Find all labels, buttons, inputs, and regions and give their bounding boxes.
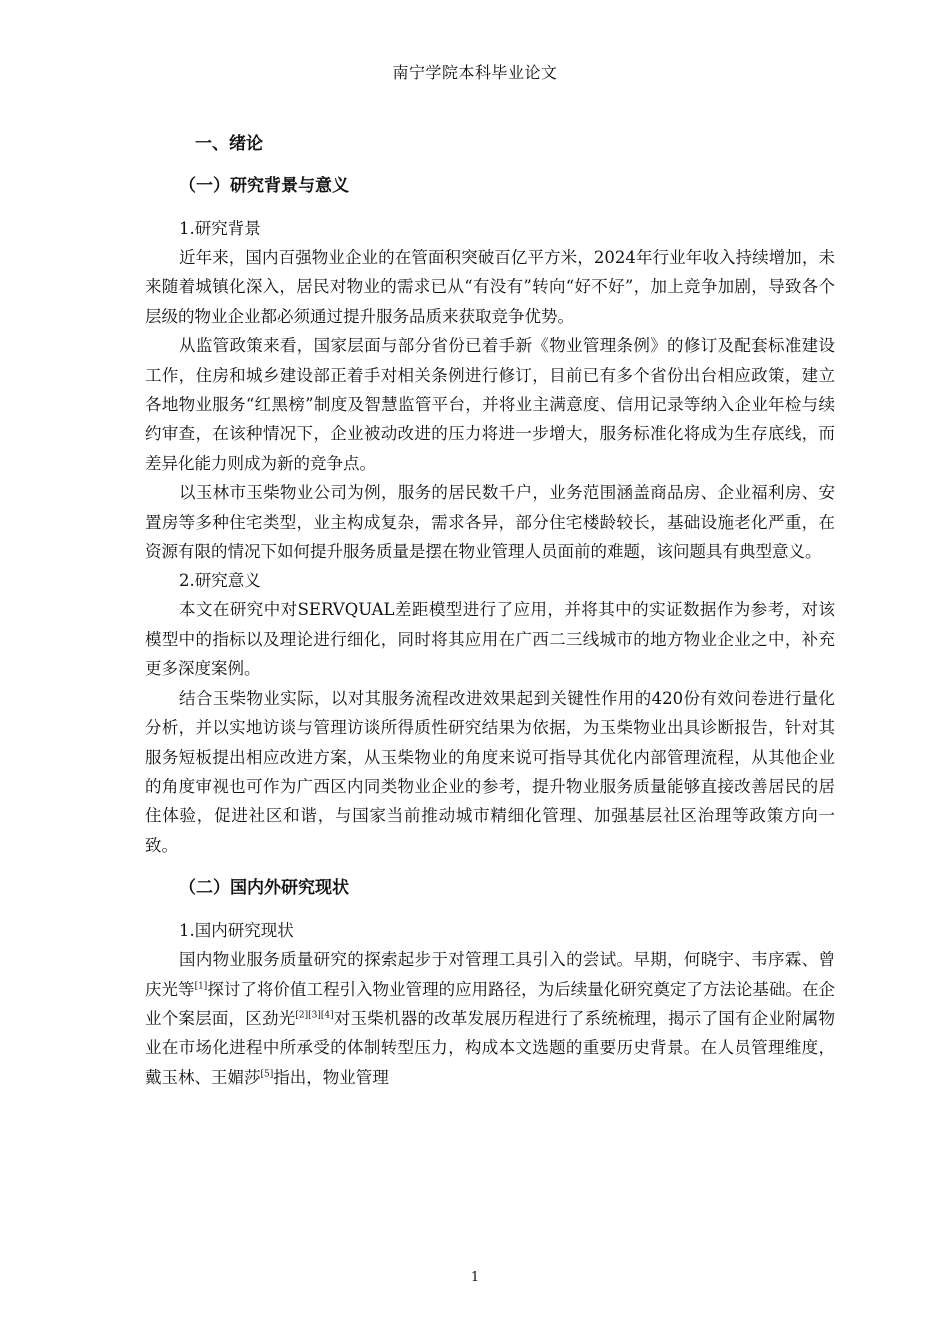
citation-ref: [1] [194, 981, 208, 992]
citation-ref: [5] [260, 1069, 274, 1080]
body-content [145, 130, 835, 1092]
subsection-heading: 1.国内研究现状 [179, 921, 294, 941]
paragraph [145, 945, 835, 1092]
subsection-heading: 2.研究意义 [179, 571, 261, 591]
subsection-heading: 1.研究背景 [179, 219, 261, 238]
paragraph: 从监管政策来看，国家层面与部分省份已着手新《物业管理条例》的修订及配套标准建设工作，住房和城乡建设部正着手对相关条例进行修订，目前已有多个省份出台相应政策，建立各地物业服务“红黑榜”制度及智慧监管平台，并将业主满意度、信用记录等纳入企业年检与续约审查，在该种情况下，企业被动改进的压力将进一步增大，服务标准化将成为生存底线，而差异化能力则成为新的竞争点。 [145, 336, 835, 473]
paragraph: 本文在研究中对SERVQUAL差距模型进行了应用，并将其中的实证数据作为参考，对该模型中的指标以及理论进行细化，同时将其应用在广西二三线城市的地方物业企业之中，补充更多深度案例。 [145, 600, 835, 679]
paragraph-text: 指出，物业管理 [273, 1067, 389, 1087]
section-heading: （二）国内外研究现状 [179, 878, 349, 899]
section-heading: （一）研究背景与意义 [179, 176, 349, 196]
chapter-heading: 一、绪论 [195, 134, 263, 154]
paragraph: 以玉林市玉柴物业公司为例，服务的居民数千户，业务范围涵盖商品房、企业福利房、安置房等多种住宅类型，业主构成复杂，需求各异，部分住宅楼龄较长，基础设施老化严重，在资源有限的情况下如何提升服务质量是摆在物业管理人员面前的难题，该问题具有典型意义。 [145, 483, 835, 562]
paragraph-text: 国内物业服务质量研究的探索起步于对管理工具引入的尝试。早期，何晓宇、韦序霖、曾庆光等 [145, 950, 835, 999]
paragraph: 结合玉柴物业实际，以对其服务流程改进效果起到关键性作用的420份有效问卷进行量化分析，并以实地访谈与管理访谈所得质性研究结果为依据，为玉柴物业出具诊断报告，针对其服务短板提出相应改进方案，从玉柴物业的角度来说可指导其优化内部管理流程，从其他企业的角度审视也可作为广西区内同类物业企业的参考，提升物业服务质量能够直接改善居民的居住体验，促进社区和谐，与国家当前推动城市精细化管理、加强基层社区治理等政策方向一致。 [145, 688, 835, 855]
paragraph-text: 探讨了将价值工程引入物业管理的应用路径，为后续量化研究奠定了方法论基础。在企业个案层面，区劲光 [145, 979, 836, 1028]
paragraph-text: 对玉柴机器的改革发展历程进行了系统梳理，揭示了国有企业附属物业在市场化进程中所承受的体制转型压力，构成本文选题的重要历史背景。在人员管理维度，戴玉林、王媚莎 [145, 1008, 836, 1087]
page-number: 1 [470, 1270, 480, 1285]
running-header: 南宁学院本科毕业论文 [392, 63, 558, 82]
paragraph: 近年来，国内百强物业企业的在管面积突破百亿平方米，2024年行业年收入持续增加，未来随着城镇化深入，居民对物业的需求已从“有没有”转向“好不好”，加上竞争加剧，导致各个层级的物业企业都必须通过提升服务品质来获取竞争优势。 [145, 248, 835, 326]
citation-ref: [2][3][4] [295, 1010, 334, 1021]
